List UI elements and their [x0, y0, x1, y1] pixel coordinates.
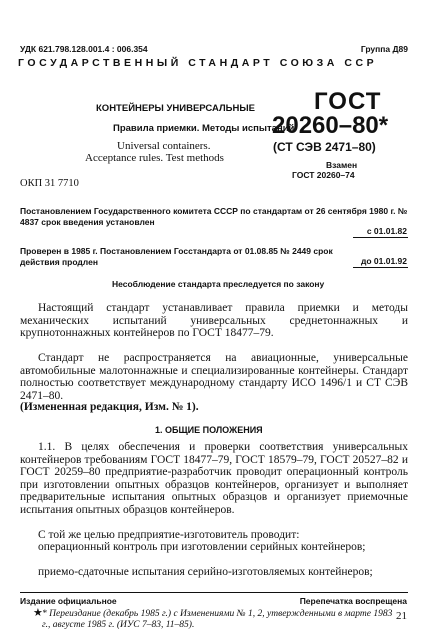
- extended-date: до 01.01.92: [360, 256, 407, 266]
- official-edition: Издание официальное: [20, 596, 117, 606]
- decree-note: Постановлением Государственного комитета СССР по стандартам от 26 сентября 1980 г. № 4837 срок введения установлен: [20, 206, 408, 227]
- title-english-line1: Universal containers.: [117, 140, 211, 152]
- section-heading: 1. ОБЩИЕ ПОЛОЖЕНИЯ: [155, 425, 263, 435]
- gost-label: ГОСТ: [314, 88, 382, 115]
- cmea-standard: (СТ СЭВ 2471–80): [273, 140, 376, 154]
- extended-date-underline: [353, 267, 408, 268]
- gost-number: 20260–80*: [272, 112, 389, 139]
- amendment-note: (Измененная редакция, Изм. № 1).: [20, 401, 199, 413]
- page-number: 21: [396, 610, 407, 622]
- reissue-note: * Переиздание (декабрь 1985 г.) с Изменениями № 1, 2, утвержденными в марте 1983 г., августе 1985 г. (ИУС 7–83, 11–85).: [42, 609, 393, 630]
- udk-code: УДК 621.798.128.001.4 : 006.354: [20, 44, 148, 54]
- manufacturer-paragraph: С той же целью предприятие-изготовитель проводит:: [38, 529, 300, 541]
- star-icon: ★: [33, 607, 43, 619]
- instead-label: Взамен: [326, 160, 358, 170]
- document-title: КОНТЕЙНЕРЫ УНИВЕРСАЛЬНЫЕ: [96, 103, 255, 114]
- check-note: Проверен в 1985 г. Постановлением Госстандарта от 01.08.85 № 2449 срок действия продлен: [20, 246, 333, 267]
- effective-date-underline: [353, 237, 408, 238]
- okp-code: ОКП 31 7710: [20, 178, 79, 189]
- scope-paragraph: Стандарт не распространяется на авиационные, универсальные автомобильные малотоннажные и специализированные контейнеры. Стандарт полностью соответствует международному стандарту ИСО 1496/1 и СТ СЭВ 2471–80.: [20, 352, 408, 402]
- document-subtitle: Правила приемки. Методы испытаний: [113, 123, 295, 134]
- reprint-notice: Перепечатка воспрещена: [299, 596, 407, 606]
- intro-paragraph: Настоящий стандарт устанавливает правила приемки и методы механических испытаний универсальных среднетоннажных и крупнотоннажных контейнеров по ГОСТ 18477–79.: [20, 302, 408, 340]
- replaced-standard: ГОСТ 20260–74: [292, 170, 355, 180]
- law-notice: Несоблюдение стандарта преследуется по закону: [112, 279, 325, 289]
- group-code: Группа Д89: [360, 44, 408, 54]
- footer-divider: [20, 592, 408, 593]
- title-english-line2: Acceptance rules. Test methods: [85, 152, 224, 164]
- operational-control-item: операционный контроль при изготовлении серийных контейнеров;: [38, 541, 366, 553]
- effective-date: с 01.01.82: [366, 226, 407, 236]
- state-standard-heading: ГОСУДАРСТВЕННЫЙ СТАНДАРТ СОЮЗА ССР: [18, 57, 378, 69]
- clause-1-1: 1.1. В целях обеспечения и проверки соответствия универсальных контейнеров требованиям ГОСТ 18477–79, ГОСТ 18579–79, ГОСТ 20527–82 и ГОСТ 20259–80 предприятие-разработчик проводит операционный контроль при изготовлении опытных образцов контейнеров, организует и выполняет предварительные испытания опытных образцов и организует приемочные испытания опытных образцов контейнеров.: [20, 441, 408, 516]
- acceptance-tests-item: приемо-сдаточные испытания серийно-изготовляемых контейнеров;: [38, 566, 373, 578]
